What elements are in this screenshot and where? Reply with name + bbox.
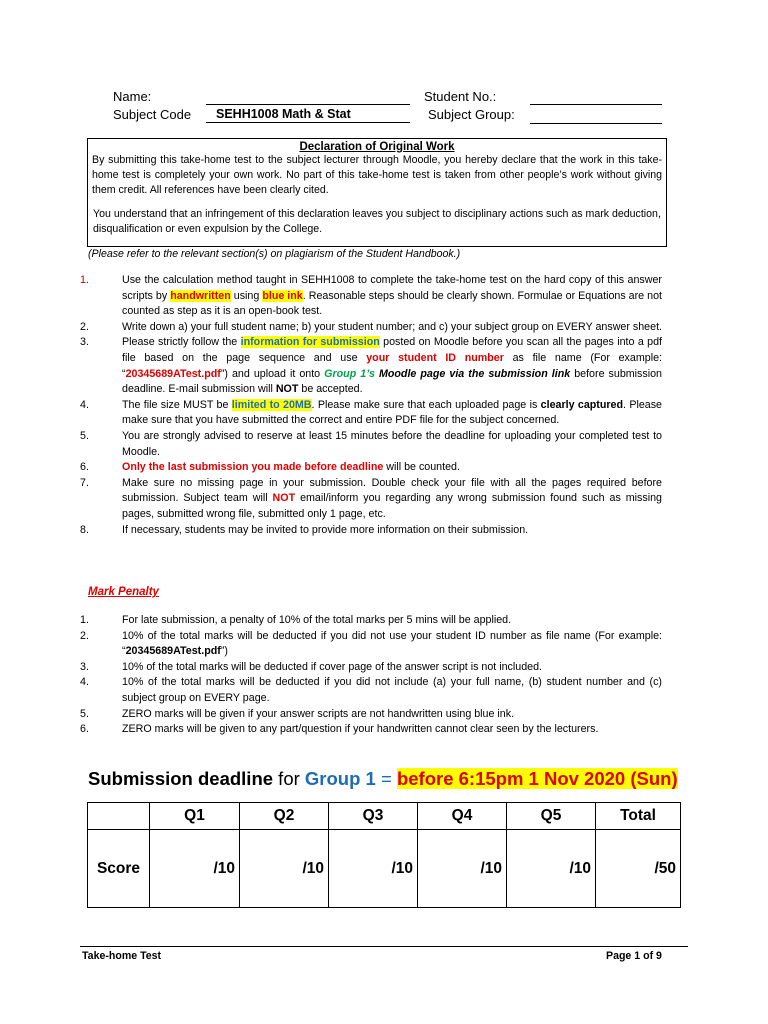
item-text: . Please make sure that you have submitted the correct and entire PDF file for the subject concerned. [122,398,663,427]
mark-penalty-heading: Mark Penalty [88,586,159,598]
penalty-item [80,675,662,706]
highlight-submission-info: information for submission [240,336,380,349]
red-student-id: your student ID number [366,351,504,364]
item-text: Make sure no missing page in your submission. Double check your file with all the pages required before submission. Subject team will [122,476,662,505]
item-number: 3. [80,660,89,673]
footer-page-number: Page 1 of 9 [606,950,662,962]
highlight-blue-ink: blue ink [262,289,303,302]
score-cell-q4[interactable]: /10 [418,830,507,908]
item-text: ZERO marks will be given to any part/question if your handwritten cannot clear seen by the lecturers. [122,723,599,736]
subject-code-value: SEHH1008 Math & Stat [216,107,351,121]
header-q4: Q4 [418,803,507,830]
item-text: Please strictly follow the [122,336,241,349]
item-text: You are strongly advised to reserve at least 15 minutes before the deadline for uploading your completed test to Moodle. [122,429,662,458]
footer-divider [80,946,688,947]
score-row-label: Score [88,830,150,908]
instruction-item [80,476,662,523]
instruction-item [80,523,662,539]
penalty-item [80,660,662,676]
penalty-item [80,613,662,629]
item-number: 1. [80,614,89,626]
item-number: 5. [80,707,89,720]
deadline-for: for [273,768,305,789]
score-cell-q5[interactable]: /10 [507,830,596,908]
deadline-group: Group 1 [304,768,376,789]
declaration-paragraph-1: By submitting this take-home test to the subject lecturer through Moodle, you hereby declare that the work in this take-home test is completely your own work. No part of this take-home test is taken from other people’s work without giving them credit. All references have been clearly cited. [92,154,662,197]
header-q3: Q3 [329,803,418,830]
item-text: before submission deadline. E-mail submission will [122,367,662,396]
bold-not: NOT [275,383,299,396]
header-total: Total [596,803,681,830]
table-corner-cell [88,803,150,830]
instructions-list [80,273,662,538]
instruction-item [80,273,662,320]
instruction-item [80,429,662,460]
subject-code-label: Subject Code [113,107,192,122]
item-number: 4. [80,676,89,689]
highlight-20mb: limited to 20MB [231,398,312,411]
item-text: ”) and upload it onto [220,367,325,380]
instruction-item [80,335,662,397]
item-text: using [230,289,263,302]
item-text: Write down a) your full student name; b) your student number; and c) your subject group on EVERY answer sheet. [122,320,663,333]
item-number: 6. [80,723,89,736]
score-cell-q3[interactable]: /10 [329,830,418,908]
item-number: 2. [80,629,89,642]
item-text: as file name (For example: “ [122,351,662,380]
subject-code-field [206,106,410,123]
score-cell-q2[interactable]: /10 [240,830,329,908]
score-cell-total[interactable]: /50 [596,830,681,908]
green-group: Group 1’s [324,367,375,380]
instruction-item [80,460,662,476]
header-q2: Q2 [240,803,329,830]
student-no-field[interactable] [530,88,662,105]
footer-left: Take-home Test [82,950,162,962]
name-field[interactable] [206,88,410,105]
declaration-paragraph-2: You understand that an infringement of this declaration leaves you subject to disciplinary actions such as mark deduction, disqualification or even expulsion by the College. [93,207,661,235]
score-header-row [88,803,681,830]
item-text: 10% of the total marks will be deducted if cover page of the answer script is not included. [122,660,543,673]
moodle-page-text: Moodle page via the submission link [374,367,571,380]
item-text: be accepted. [298,383,363,396]
deadline-equals: = [375,768,397,789]
item-text: . Please make sure that each uploaded page is [311,398,541,411]
item-text: posted on Moodle before you scan all the pages into a pdf file based on the page sequence and use [122,336,662,364]
item-number: 6. [80,461,89,474]
bold-clearly-captured: clearly captured [540,398,624,411]
declaration-box [87,138,667,247]
instruction-item [80,398,662,429]
student-no-label: Student No.: [424,89,497,104]
item-text: will be counted. [383,461,460,474]
item-text: email/inform you regarding any wrong submission found such as missing pages, submitted wrong file, submitted only 1 page, etc. [122,492,662,520]
item-text: . Reasonable steps should be clearly shown. Formulae or Equations are not counted as step as it is an open-book test. [122,289,662,318]
subject-group-label: Subject Group: [428,107,515,122]
item-text: 10% of the total marks will be deducted if you did not use your student ID number as file name (For example: “ [122,629,662,658]
item-number: 3. [80,336,89,349]
item-number: 7. [80,476,89,489]
subject-group-field[interactable] [530,107,662,124]
deadline-date: before 6:15pm 1 Nov 2020 (Sun) [396,768,678,789]
item-number: 4. [80,398,89,411]
name-label: Name: [113,89,152,104]
handbook-note: (Please refer to the relevant section(s) on plagiarism of the Student Handbook.) [88,248,461,260]
penalty-item [80,707,662,723]
item-text: If necessary, students may be invited to provide more information on their submission. [122,523,529,536]
penalty-list [80,613,662,738]
item-text: The file size MUST be [122,398,232,411]
item-text: 10% of the total marks will be deducted if you did not include (a) your full name, (b) student number and (c) subject group on EVERY page. [122,676,662,704]
red-example-filename: 20345689ATest.pdf [125,367,221,380]
score-cell-q1[interactable]: /10 [150,830,240,908]
bold-example-filename: 20345689ATest.pdf [125,645,221,658]
item-text: ”) [220,645,228,658]
item-number: 2. [80,320,89,333]
item-text: For late submission, a penalty of 10% of the total marks per 5 mins will be applied. [122,614,512,626]
red-last-submission: Only the last submission you made before deadline [122,461,384,474]
instruction-item [80,320,662,336]
submission-deadline [88,768,678,790]
highlight-handwritten: handwritten [170,289,231,302]
declaration-title: Declaration of Original Work [299,141,455,153]
item-number: 5. [80,429,89,442]
item-text: ZERO marks will be given if your answer scripts are not handwritten using blue ink. [122,707,515,720]
deadline-lead: Submission deadline [88,768,274,789]
item-text: Use the calculation method taught in SEHH1008 to complete the take-home test on the hard copy of this answer scripts by [122,274,662,302]
score-row [88,830,681,908]
red-not: NOT [272,492,296,505]
score-table [87,802,681,908]
header-q5: Q5 [507,803,596,830]
item-number: 8. [80,523,89,536]
penalty-item [80,722,662,738]
header-q1: Q1 [150,803,240,830]
item-number: 1. [80,274,89,286]
penalty-item [80,629,662,660]
